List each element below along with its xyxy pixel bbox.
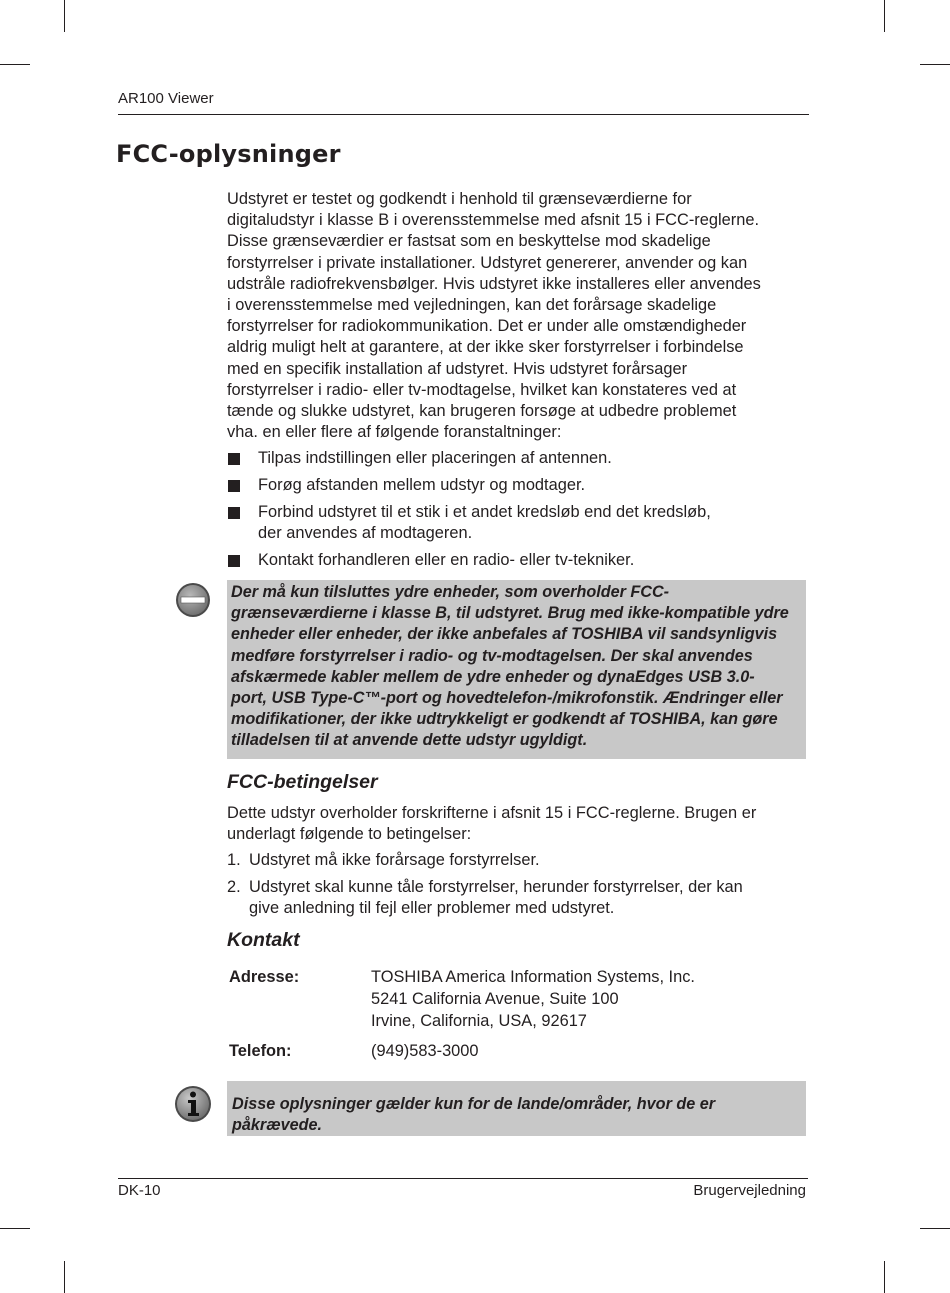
phone-label: Telefon: xyxy=(229,1042,292,1060)
text-line: med en specifik installation af udstyret. Hvis udstyret forårsager xyxy=(227,359,688,378)
item-number: 1. xyxy=(227,851,241,869)
crop-mark xyxy=(884,1261,885,1293)
crop-mark xyxy=(0,1228,30,1229)
info-icon xyxy=(174,1085,212,1123)
address-line: 5241 California Avenue, Suite 100 xyxy=(371,990,619,1008)
crop-mark xyxy=(920,64,950,65)
note-line: tilladelsen til at anvende dette udstyr ugyldigt. xyxy=(231,731,588,750)
text-line: forstyrrelser i private installationer. Udstyret genererer, anvender og kan xyxy=(227,253,748,272)
square-bullet-icon xyxy=(228,555,240,567)
text-line: i overensstemmelse med vejledningen, kan det forårsage skadelige xyxy=(227,296,717,315)
list-item: Forbind udstyret til et stik i et andet kredsløb end det kredsløb, der anvendes af modtageren. xyxy=(227,502,807,544)
list-item: Tilpas indstillingen eller placeringen af antennen. xyxy=(227,448,807,469)
header-rule xyxy=(118,114,809,115)
crop-mark xyxy=(64,1261,65,1293)
text-line: Dette udstyr overholder forskrifterne i afsnit 15 i FCC-reglerne. Brugen er xyxy=(227,804,757,822)
contact-table xyxy=(229,966,809,1066)
address-label: Adresse: xyxy=(229,968,300,986)
list-item: Kontakt forhandleren eller en radio- eller tv-tekniker. xyxy=(227,550,807,571)
text-line: tænde og slukke udstyret, kan brugeren forsøge at udbedre problemet xyxy=(227,402,737,421)
warning-note xyxy=(227,580,806,759)
list-item: 2. Udstyret skal kunne tåle forstyrrelser, herunder forstyrrelser, der kan give anledning til fejl eller problemer med udstyret. xyxy=(227,878,743,918)
list-item: 1. Udstyret må ikke forårsage forstyrrelser. xyxy=(227,850,807,871)
page-number: DK-10 xyxy=(118,1182,161,1199)
no-entry-icon xyxy=(175,582,211,618)
square-bullet-icon xyxy=(228,507,240,519)
address-line: Irvine, California, USA, 92617 xyxy=(371,1012,587,1030)
info-note: Disse oplysninger gælder kun for de lande/områder, hvor de er påkrævede. xyxy=(227,1081,806,1136)
list-item: Forøg afstanden mellem udstyr og modtager. xyxy=(227,475,807,496)
conditions-intro xyxy=(227,803,807,845)
note-line: afskærmede kabler mellem de ydre enheder og dynaEdges USB 3.0- xyxy=(231,667,755,686)
running-header: AR100 Viewer xyxy=(118,90,214,107)
note-line: medføre forstyrrelser i radio- og tv-modtagelsen. Der skal anvendes xyxy=(231,646,753,665)
intro-paragraph xyxy=(227,189,807,443)
address-value xyxy=(371,966,695,1032)
text-line: Udstyret er testet og godkendt i henhold til grænseværdierne for xyxy=(227,190,692,208)
footer-rule xyxy=(118,1178,808,1179)
note-line: modifikationer, der ikke udtrykkeligt er godkendt af TOSHIBA, kan gøre xyxy=(231,710,778,729)
contact-heading: Kontakt xyxy=(227,929,300,951)
text-line: aldrig muligt helt at garantere, at der ikke sker forstyrrelser i forbindelse xyxy=(227,338,744,357)
crop-mark xyxy=(0,64,30,65)
text-line: vha. en eller flere af følgende foranstaltninger: xyxy=(227,423,562,442)
phone-value: (949)583-3000 xyxy=(371,1042,479,1060)
note-line: enheder eller enheder, der ikke anbefales af TOSHIBA vil sandsynligvis xyxy=(231,625,778,644)
document-name: Brugervejledning xyxy=(693,1182,806,1199)
text-line: underlagt følgende to betingelser: xyxy=(227,825,472,844)
note-line: port, USB Type-C™-port og hovedtelefon-/mikrofonstik. Ændringer eller xyxy=(231,689,783,708)
item-number: 2. xyxy=(227,878,241,896)
crop-mark xyxy=(920,1228,950,1229)
square-bullet-icon xyxy=(228,480,240,492)
text-line: forstyrrelser for radiokommunikation. Det er under alle omstændigheder xyxy=(227,317,747,336)
text-line: Disse grænseværdier er fastsat som en beskyttelse mod skadelige xyxy=(227,232,711,251)
square-bullet-icon xyxy=(228,453,240,465)
text-line: digitaludstyr i klasse B i overensstemmelse med afsnit 15 i FCC-reglerne. xyxy=(227,211,759,230)
conditions-heading: FCC-betingelser xyxy=(227,771,378,793)
crop-mark xyxy=(64,0,65,32)
measures-list xyxy=(227,448,807,577)
conditions-list xyxy=(227,850,807,925)
note-line: grænseværdierne i klasse B, til udstyret. Brug med ikke-kompatible ydre xyxy=(231,604,789,623)
address-line: TOSHIBA America Information Systems, Inc. xyxy=(371,968,695,986)
section-title: FCC-oplysninger xyxy=(116,140,341,168)
text-line: udstråle radiofrekvensbølger. Hvis udstyret ikke installeres eller anvendes xyxy=(227,274,761,293)
crop-mark xyxy=(884,0,885,32)
text-line: forstyrrelser i radio- eller tv-modtagelse, hvilket kan konstateres ved at xyxy=(227,380,737,399)
note-line: Der må kun tilsluttes ydre enheder, som overholder FCC- xyxy=(231,583,670,601)
